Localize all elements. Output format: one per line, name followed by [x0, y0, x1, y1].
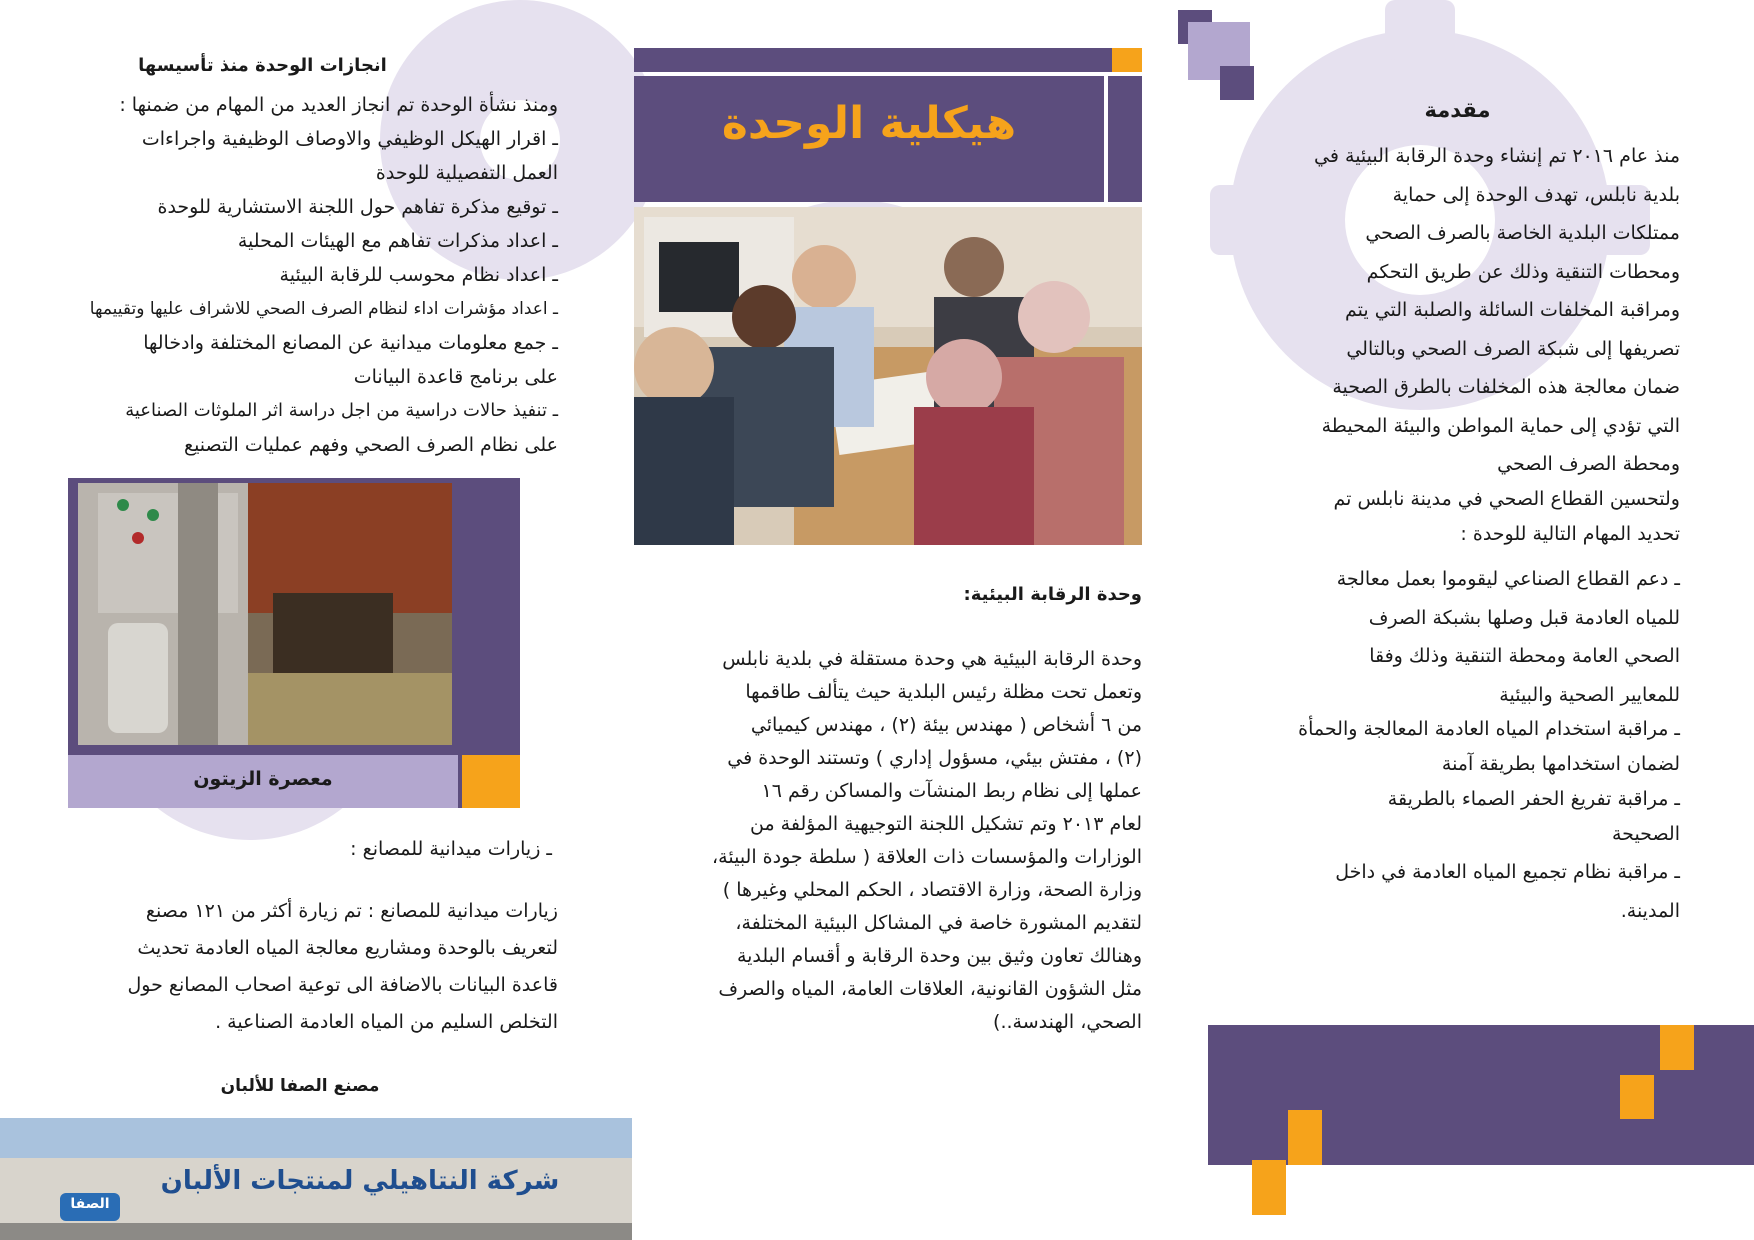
intro-section	[1235, 98, 1680, 122]
structure-line: وتعمل تحت مظلة رئيس البلدية حيث يتألف طاقمها	[745, 681, 1142, 703]
structure-line: لتقديم المشورة خاصة في المشاكل البيئية المختلفة،	[735, 912, 1142, 934]
olive-press-photo	[78, 483, 452, 745]
achievement-line: ـ تنفيذ حالات دراسية من اجل دراسة اثر الملوثات الصناعية	[125, 400, 558, 421]
task-line: لضمان استخدامها بطريقة آمنة	[1441, 753, 1680, 775]
visits-line: التخلص السليم من المياه العادمة الصناعية .	[215, 1011, 558, 1033]
visits-body	[28, 893, 558, 1041]
achievement-line: ـ اعداد مؤشرات اداء لنظام الصرف الصحي للاشراف عليها وتقييمها	[89, 299, 558, 319]
unit-heading-text: وحدة الرقابة البيئية:	[963, 584, 1142, 605]
intro-line: ومحطات التنقية وذلك عن طريق التحكم	[1366, 260, 1680, 283]
achievement-line: ـ اقرار الهيكل الوظيفي والاوصاف الوظيفية واجراءات	[141, 128, 558, 150]
task-line: المدينة.	[1620, 899, 1680, 922]
intro-line: تحديد المهام التالية للوحدة :	[1460, 522, 1680, 545]
achievement-line: على نظام الصرف الصحي وفهم عمليات التصنيع	[183, 434, 558, 456]
unit-heading	[634, 584, 1142, 605]
achievement-line: ـ اعداد مذكرات تفاهم مع الهيئات المحلية	[237, 230, 558, 252]
task-line: الصحيحة	[1612, 822, 1680, 845]
task-line: ـ مراقبة تفريغ الحفر الصماء بالطريقة	[1387, 787, 1680, 810]
olive-press-caption: معصرة الزيتون	[193, 768, 333, 790]
task-line: للمياه العادمة قبل وصلها بشبكة الصرف	[1368, 606, 1680, 629]
visits-line: زيارات ميدانية للمصانع : تم زيارة أكثر من ١٢١ مصنع	[145, 900, 558, 922]
structure-line: وحدة الرقابة البيئية هي وحدة مستقلة في بلدية نابلس	[722, 648, 1142, 670]
factory-logo: الصفا	[70, 1196, 110, 1212]
intro-body	[1235, 137, 1680, 553]
visits-heading	[28, 830, 558, 869]
visits-line: لتعريف بالوحدة ومشاريع معالجة المياه العادمة تحديث	[137, 937, 558, 959]
intro-line: ومراقبة المخلفات السائلة والصلبة التي يتم	[1344, 299, 1680, 321]
achievements-body	[28, 88, 558, 462]
intro-line: منذ عام ٢٠١٦ تم إنشاء وحدة الرقابة البيئية في	[1314, 145, 1680, 167]
structure-body	[630, 643, 1142, 1039]
structure-line: وزارة الصحة، وزارة الاقتصاد ، الحكم المحلي وغيرها )	[722, 879, 1142, 901]
factory-caption: مصنع الصفا للألبان	[220, 1076, 380, 1096]
structure-line: لعام ٢٠١٣ وتم تشكيل اللجنة التوجيهية المؤلفة من	[750, 813, 1142, 835]
banner-title: هيكلية الوحدة	[721, 98, 1017, 149]
visits-heading-text: ـ زيارات ميدانية للمصانع :	[350, 838, 552, 860]
structure-line: عملها إلى نظام ربط المنشآت والمساكن رقم ١٦	[761, 780, 1142, 802]
task-line: للمعايير الصحية والبيئية	[1499, 683, 1680, 706]
visits-line: قاعدة البيانات بالاضافة الى توعية اصحاب المصانع حول	[127, 974, 558, 996]
intro-line: ومحطة الصرف الصحي	[1497, 453, 1680, 475]
intro-tasks	[1235, 560, 1680, 930]
achievements-section	[30, 55, 555, 76]
intro-title: مقدمة	[1424, 98, 1491, 122]
factory-photo	[0, 1118, 632, 1240]
achievement-line: ـ اعداد نظام محوسب للرقابة البيئية	[279, 264, 558, 286]
structure-line: الوزارات والمؤسسات ذات العلاقة ( سلطة جودة البيئة،	[712, 846, 1142, 868]
structure-line: (٢) ، مفتش بيئي، مسؤول إداري ) وتستند الوحدة في	[727, 747, 1142, 769]
task-line: ـ مراقبة نظام تجميع المياه العادمة في داخل	[1335, 861, 1680, 883]
task-line: ـ مراقبة استخدام المياه العادمة المعالجة والحمأة	[1298, 718, 1680, 740]
factory-sign-text: شركة النتاهيلي لمنتجات الألبان	[160, 1166, 560, 1196]
structure-line: وهنالك تعاون وثيق بين وحدة الرقابة و أقسام البلدية	[736, 945, 1142, 967]
intro-line: تصريفها إلى شبكة الصرف الصحي وبالتالي	[1346, 337, 1680, 360]
meeting-photo	[634, 207, 1142, 545]
achievement-line: ومنذ نشأة الوحدة تم انجاز العديد من المهام من ضمنها :	[119, 94, 558, 116]
structure-line: من ٦ أشخاص ( مهندس بيئة (٢) ، مهندس كيميائي	[750, 714, 1142, 736]
achievement-line: العمل التفصيلية للوحدة	[375, 162, 558, 184]
task-line: الصحي العامة ومحطة التنقية وذلك وفقا	[1369, 645, 1680, 667]
intro-line: ضمان معالجة هذه المخلفات بالطرق الصحية	[1332, 376, 1680, 398]
achievement-line: على برنامج قاعدة البيانات	[353, 366, 558, 388]
structure-line: الصحي، الهندسة..)	[993, 1011, 1142, 1033]
achievements-title: انجازات الوحدة منذ تأسيسها	[138, 55, 387, 76]
intro-line: ممتلكات البلدية الخاصة بالصرف الصحي	[1365, 222, 1680, 244]
intro-line: ولتحسين القطاع الصحي في مدينة نابلس تم	[1333, 487, 1680, 510]
intro-line: بلدية نابلس، تهدف الوحدة إلى حماية	[1392, 183, 1680, 206]
intro-line: التي تؤدي إلى حماية المواطن والبيئة المحيطة	[1321, 414, 1680, 437]
structure-line: مثل الشؤون القانونية، العلاقات العامة، المياه والصرف	[718, 978, 1142, 1000]
achievement-line: ـ جمع معلومات ميدانية عن المصانع المختلفة وادخالها	[143, 332, 558, 354]
achievement-line: ـ توقيع مذكرة تفاهم حول اللجنة الاستشارية للوحدة	[157, 196, 558, 218]
task-line: ـ دعم القطاع الصناعي ليقوموا بعمل معالجة	[1336, 568, 1680, 590]
